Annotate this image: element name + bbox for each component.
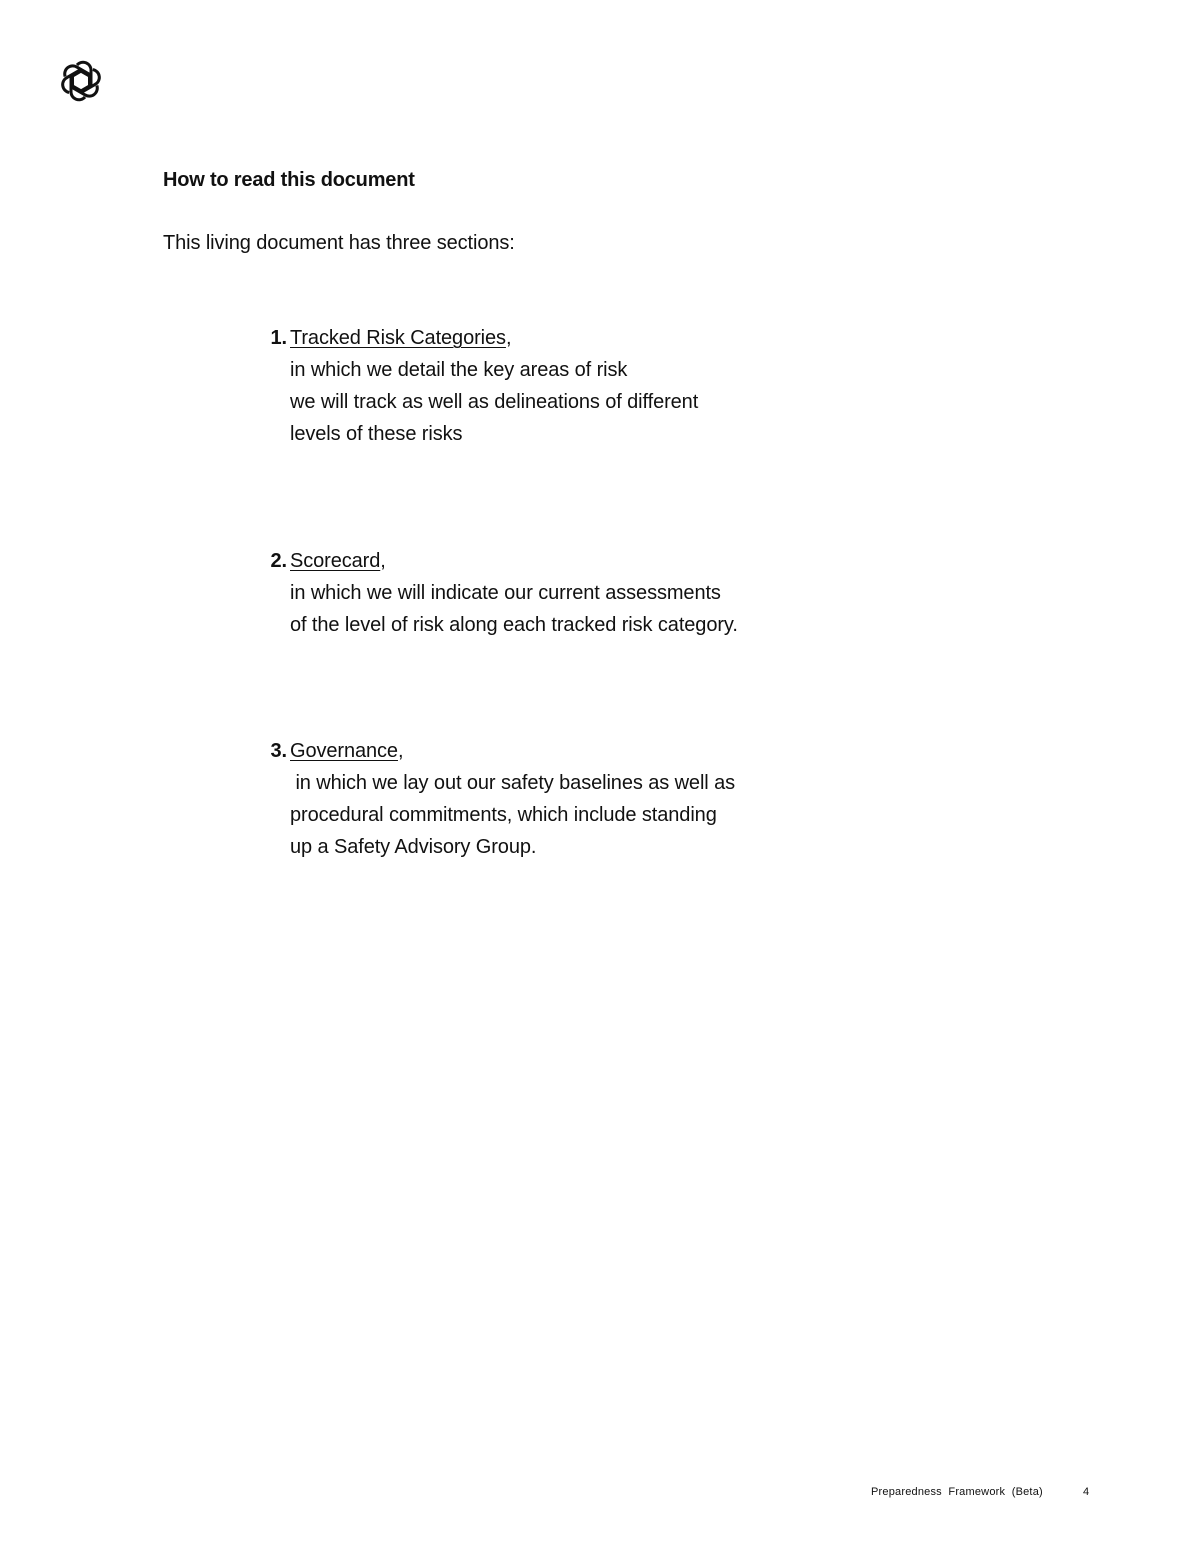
footer-document-title: Preparedness Framework (Beta): [871, 1486, 1043, 1498]
list-item-scorecard: [263, 545, 823, 641]
description-line: up a Safety Advisory Group.: [290, 836, 537, 858]
description-line: in which we lay out our safety baselines as well as: [290, 772, 736, 794]
punctuation: ,: [380, 550, 386, 572]
list-item-title-line: [290, 735, 823, 767]
description-line: in which we detail the key areas of risk: [290, 359, 628, 381]
tracked-risk-categories-link[interactable]: Tracked Risk Categories: [290, 327, 506, 349]
punctuation: ,: [505, 327, 512, 349]
intro-text: This living document has three sections:: [163, 232, 515, 254]
governance-link[interactable]: Governance: [290, 740, 398, 762]
list-item-tracked-risk-categories: [263, 322, 823, 450]
description-line: we will track as well as delineations of different: [290, 391, 699, 413]
description-line: of the level of risk along each tracked risk category.: [290, 614, 738, 636]
list-item-body: [290, 322, 823, 450]
page-heading: How to read this document: [163, 169, 415, 191]
description-line: procedural commitments, which include standing: [290, 804, 717, 826]
list-item-body: [290, 545, 823, 641]
punctuation: ,: [397, 740, 404, 762]
openai-logo-icon: [57, 57, 105, 105]
footer-page-number: 4: [1083, 1486, 1090, 1498]
description-line: levels of these risks: [290, 423, 463, 445]
list-number: 2.: [270, 550, 287, 572]
list-item-governance: [263, 735, 823, 863]
list-item-body: [290, 735, 823, 863]
list-number: 3.: [270, 740, 287, 762]
list-item-title-line: [290, 545, 823, 577]
list-item-title-line: [290, 322, 823, 354]
list-number: 1.: [270, 327, 287, 349]
description-line: in which we will indicate our current assessments: [290, 582, 721, 604]
scorecard-link[interactable]: Scorecard: [290, 550, 381, 572]
